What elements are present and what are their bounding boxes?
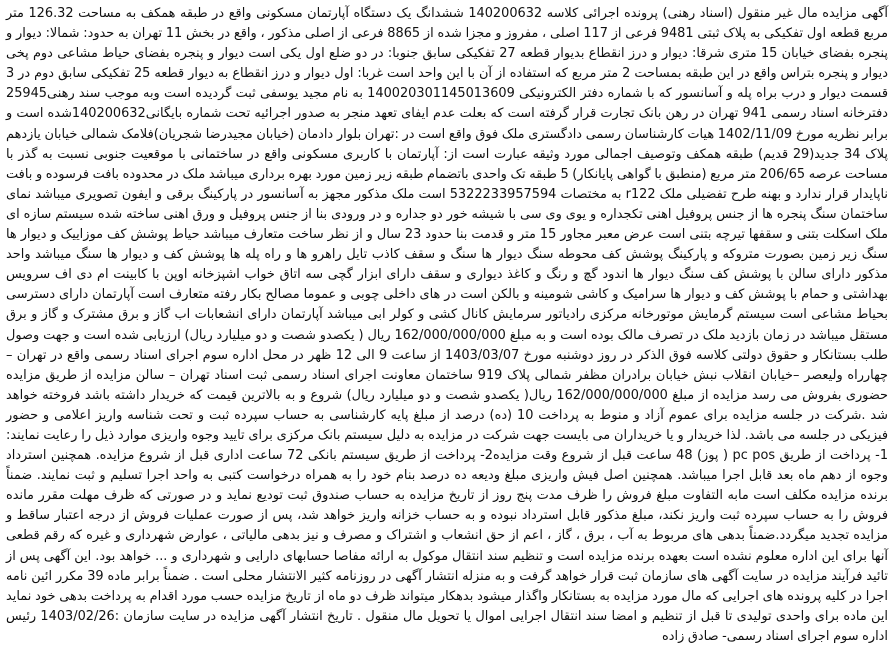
auction-notice-body [6,4,888,647]
notice-paragraph: آگهی مزایده مال غیر منقول (اسناد رهنی) پرونده اجرائی کلاسه 140200632 ششدانگ یک دستگاه آپارتمان مسکونی واقع در طبقه همکف به مساحت 126.32 متر مربع قطعه اول تفکیکی به پلاک ثبتی 9481 فرعی از 117 اصلی ، مفروز و مجزا شده از 8865 فرعی از اصلی مذکور ، واقع در بخش 11 تهران به حدود: شمالا: دیوار و پنجره بفضای خیابان 15 متری شرقا: دیوار و درز انقطاع بدیوار قطعه 27 تفکیکی سابق جنوبا: در دو ضلع اول یکی است دیوار و پنجره بفضای حیاط مشاعی دوم پخی دیوار و پنجره بتراس واقع در این طبقه بمساحت 2 متر مربع که استفاده از آن با این واحد است غربا: اول دیوار و درز انقطاع به دیوار قطعه 25 تفکیکی سابق دوم در 3 قسمت دیوار و درب براه پله و آسانسور که با شماره دفتر الکترونیکی 140020301145013609 به نام مجید یوسفی ثبت گردیده است وبه موجب سند رهنی25945 دفترخانه اسناد رسمی 941 تهران در رهن بانک تجارت قرار گرفته است که بعلت عدم ایفای تعهد منجر به صدور اجرائیه تحت شماره بایگانی140200632شده است و برابر نظریه مورخ 1402/11/09 هیات کارشناسان رسمی دادگستری ملک فوق واقع است در :تهران بلوار دادمان (خیابان مجیدرضا شجریان)فلامک شمالی خیابان یازدهم پلاک 34 جدید(29 قدیم) طبقه همکف وتوصیف اجمالی مورد وثیقه عبارت است از: آپارتمان با کاربری مسکونی واقع در ساختمانی با موقعیت جنوبی نسبت به گذر با مساحت عرصه 206/65 متر مربع (منطبق با گواهی پایانکار) 5 طبقه تک واحدی باتضمام طبقه زیر زمین مورد بهره برداری میباشد ملک در محدوده بافت فرسوده و بافت ناپایدار قرار ندارد و بهنه طرح تفضیلی ملک r122 به مختصات 5322233957594 است ملک مذکور مجهز به آسانسور در پارکینگ برقی و ایفون تصویری میباشد نمای ساختمان سنگ پنجره ها از جنس پروفیل اهنی تکجداره و یوی وی سی با شیشه خور دو جداره و در ورودی بنا از جنس پروفیل و ورق اهنی ساخته شده سیستم سازه ای ملک اسکلت بتنی و سقفها تیرچه بتنی است عرض معبر مجاور 15 متر و قدمت بنا حدود 23 سال و از نظر ساخت متعارف میباشد حیاط پوشش کف موزاییک و دیوار ها سنگ زیر زمین بصورت متروکه و پارکینگ پوشش کف محوطه سنگ دیوار ها سنگ و سقف کاذب تایل راهرو ها و راه پله ها پوشش کف و دیوار ها سنگ میباشد واحد مذکور دارای سالن با پوشش کف سنگ دیوار ها اندود گچ و رنگ و کاغذ دیواری و سقف دارای ابزار گچی سه اتاق خواب اشپزخانه اوپن با کابینت ام دی اف سرویس بهداشتی و حمام با پوشش کف و دیوار ها سرامیک و کاشی شومینه و بالکن است در های داخلی چوبی و عموما مصالح بکار رفته متعارف است آپارتمان دارای دسترسی بحیاط مشاعی است سیستم گرمایش موتورخانه مرکزی رادیاتور سرمایش کانال کشی و کولر ابی میباشد آپارتمان دارای انشعابات اب گاز و برق مشترک و گاز و برق مستقل میباشد در زمان بازدید ملک در تصرف مالک بوده است و به مبلغ 162/000/000/000 ریال ( یکصدو شصت و دو میلیارد ریال) ارزیابی شده است و جهت وصول طلب بستانکار و حقوق دولتی کلاسه فوق الذکر در روز دوشنبه مورخ 1403/03/07 از ساعت 9 الی 12 ظهر در محل اداره سوم اجرای اسناد رسمی واقع در تهران – چهارراه ولیعصر –خیابان انقلاب نبش خیابان برادران مظفر شمالی پلاک 919 ساختمان معاونت اجرای اسناد رسمی ثبت اسناد تهران – سالن مزایده از طریق مزایده حضوری بفروش می رسد مزایده از مبلغ 162/000/000/000 ریال( یکصدو شصت و دو میلیارد ریال) شروع و به بالاترین قیمت که خریدار داشته باشد فروخته خواهد شد .شرکت در جلسه مزایده برای عموم آزاد و منوط به پرداخت 10 (ده) درصد از مبلغ پایه کارشناسی به حساب سپرده ثبت و تحت شناسه واریز اعلامی و حضور فیزیکی در جلسه می باشد. لذا خریدار و یا خریداران می بایست جهت شرکت در مزایده به دلیل سیستم بانک مرکزی برای تایید وجوه واریزی موارد ذیل را رعایت نمایند: 1- پرداخت از طریق pc pos ( پوز) 48 ساعت قبل از شروع وقت مزایده2- پرداخت از طریق سیستم بانکی 72 ساعت اداری قبل از شروع مزایده. همچنین استرداد وجوه از دهم ماه بعد قابل اجرا میباشد. همچنین اصل فیش واریزی مبلغ ودیعه ده درصد بنام خود را به همراه درخواست کتبی به واحد اجرا تسلیم و ثبت نمایند. ضمناً برنده مزایده مکلف است مابه التفاوت مبلغ فروش را ظرف مدت پنج روز از تاریخ مزایده به حساب صندوق ثبت تودیع نماید و در صورتی که ظرف مهلت مقرر مانده فروش را به حساب سپرده ثبت واریز نکند، مبلغ مذکور قابل استرداد نبوده و به حساب خزانه واریز خواهد شد، پس از صورت عملیات فروش از درجه اعتبار ساقط و مزایده تجدید میگردد.ضمناً بدهی های مربوط به آب ، برق ، گاز ، اعم از حق انشعاب و اشتراک و مصرف و نیز بدهی مالیاتی ، عوارض شهرداری و غیره که رقم قطعی آنها برای این اداره معلوم نشده است بعهده برنده مزایده است و تنظیم سند انتقال موکول به ارائه مفاصا حسابهای دارایی و شهرداری و ... خواهد بود. این آگهی پس از تائید فرآیند مزایده در سایت آگهی های سازمان ثبت قرار خواهد گرفت و به منزله انتشار آگهی در روزنامه کثیر الانتشار محلی است . ضمناً برابر ماده 39 مکرر ائین نامه اجرا در کلیه پرونده های اجرایی که مال مورد مزایده به بستانکار واگذار میشود بدهکار میتواند ظرف دو ماه از تاریخ مزایده حسب مورد اقدام به پرداخت بدهی خود نماید این ماده برای واحدی تولیدی تا قبل از تنظیم و امضا سند انتقال اجرایی اموال یا تحویل مال منقول . تاریخ انتشار آگهی مزایده در سایت سازمان :1403/02/26 رئیس اداره سوم اجرای اسناد رسمی- صادق زاده [6,6,889,644]
